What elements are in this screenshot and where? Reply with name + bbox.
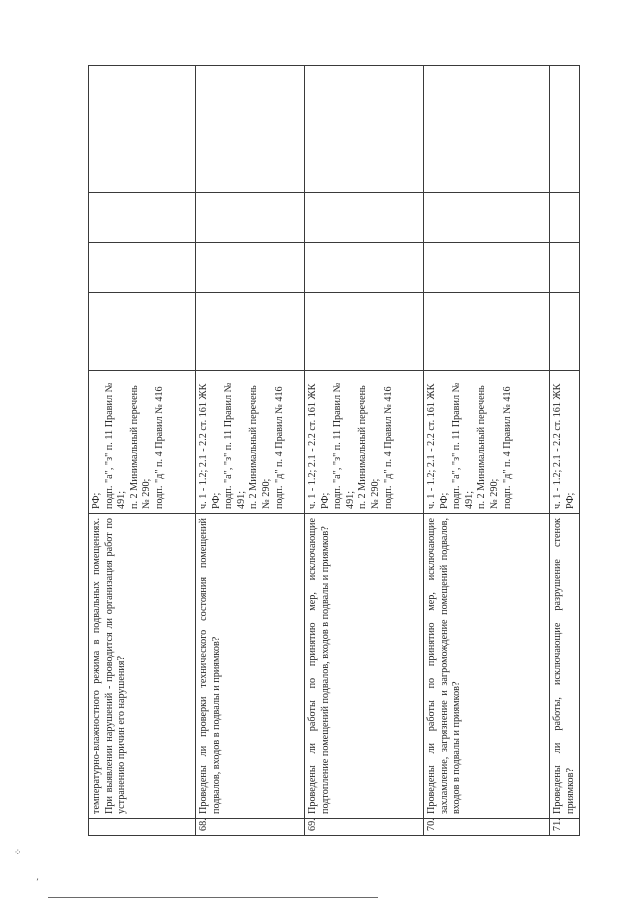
reference-line: ч. 1 - 1.2; 2.1 - 2.2 ст. 161 ЖК bbox=[426, 383, 437, 509]
reference-line: ч. 1 - 1.2; 2.1 - 2.2 ст. 161 ЖК bbox=[198, 383, 209, 509]
reference-line: подп. "д" п. 4 Правил № 416 bbox=[501, 386, 513, 509]
reference-line: ч. 1 - 1.2; 2.1 - 2.2 ст. 161 ЖК bbox=[552, 383, 563, 509]
answer-na-cell bbox=[550, 193, 580, 243]
reference-line: подп. "д" п. 4 Правил № 416 bbox=[153, 386, 165, 509]
scan-speck-icon: ʼ bbox=[36, 878, 39, 888]
table-row bbox=[305, 66, 424, 836]
reference-line: № 290; bbox=[141, 478, 153, 509]
reference-line: п. 2 Минимальный перечень bbox=[248, 385, 260, 509]
answer-yes-cell bbox=[89, 293, 196, 371]
row-number bbox=[89, 819, 196, 836]
reference-line: № 290; bbox=[260, 478, 272, 509]
answer-na-cell bbox=[89, 193, 196, 243]
legal-reference-cell bbox=[550, 371, 580, 514]
reference-line: подп. "а", "з" п. 11 Правил № bbox=[223, 382, 235, 509]
row-number: 68. bbox=[196, 819, 305, 836]
row-number: 69. bbox=[305, 819, 424, 836]
reference-line: 491; bbox=[463, 490, 475, 509]
reference-line: РФ; bbox=[319, 492, 331, 509]
answer-na-cell bbox=[424, 193, 550, 243]
table-row bbox=[424, 66, 550, 836]
reference-line: № 290; bbox=[369, 478, 381, 509]
reference-line: подп. "а", "з" п. 11 Правил № bbox=[451, 382, 463, 509]
scan-speck-icon: ⁘ bbox=[14, 848, 22, 858]
reference-line: 491; bbox=[116, 490, 128, 509]
reference-line: РФ; bbox=[438, 492, 450, 509]
reference-line: п. 2 Минимальный перечень bbox=[128, 385, 140, 509]
row-number: 70. bbox=[424, 819, 550, 836]
answer-no-cell bbox=[424, 243, 550, 293]
answer-yes-cell bbox=[550, 293, 580, 371]
answer-no-cell bbox=[89, 243, 196, 293]
reference-line: п. 2 Минимальный перечень bbox=[357, 385, 369, 509]
reference-line: п. 2 Минимальный перечень bbox=[476, 385, 488, 509]
question-cell: Проведены ли работы по принятию мер, исключающие подтопление помещений подвалов, входов в подвалы и приямков? bbox=[305, 514, 424, 819]
reference-line: РФ; bbox=[564, 492, 576, 509]
question-cell: Проведены ли работы по принятию мер, исключающие захламление, загрязнение и загромождение помещений подвалов, входов в подвалы и приямков? bbox=[424, 514, 550, 819]
remarks-cell bbox=[305, 66, 424, 193]
reference-line: подп. "а", "з" п. 11 Правил № bbox=[103, 382, 115, 509]
reference-line: 491; bbox=[235, 490, 247, 509]
reference-line: подп. "д" п. 4 Правил № 416 bbox=[382, 386, 394, 509]
remarks-cell bbox=[196, 66, 305, 193]
table-row bbox=[550, 66, 580, 836]
answer-no-cell bbox=[305, 243, 424, 293]
answer-na-cell bbox=[196, 193, 305, 243]
answer-yes-cell bbox=[424, 293, 550, 371]
reference-line: подп. "а", "з" п. 11 Правил № bbox=[332, 382, 344, 509]
reference-line: РФ; bbox=[210, 492, 222, 509]
answer-na-cell bbox=[305, 193, 424, 243]
legal-reference-cell bbox=[424, 371, 550, 514]
reference-line: № 290; bbox=[488, 478, 500, 509]
table-row bbox=[196, 66, 305, 836]
remarks-cell bbox=[89, 66, 196, 193]
rotated-table-wrapper bbox=[88, 66, 576, 836]
remarks-cell bbox=[550, 66, 580, 193]
legal-reference-cell bbox=[89, 371, 196, 514]
answer-yes-cell bbox=[196, 293, 305, 371]
legal-reference-cell bbox=[196, 371, 305, 514]
answer-yes-cell bbox=[305, 293, 424, 371]
reference-line: 491; bbox=[344, 490, 356, 509]
scan-edge-line bbox=[48, 897, 378, 898]
reference-line: ч. 1 - 1.2; 2.1 - 2.2 ст. 161 ЖК bbox=[307, 383, 318, 509]
remarks-cell bbox=[424, 66, 550, 193]
reference-line: РФ; bbox=[91, 492, 102, 509]
inspection-checklist-table bbox=[88, 65, 580, 836]
question-cell: Проведены ли проверки технического состояния помещений подвалов, входов в подвалы и приямков? bbox=[196, 514, 305, 819]
row-number: 71. bbox=[550, 819, 580, 836]
answer-no-cell bbox=[196, 243, 305, 293]
question-cell: температурно-влажностного режима в подвальных помещениях. При выявлении нарушений - проводится ли организация работ по устранению причин его нарушения? bbox=[89, 514, 196, 819]
question-cell: Проведены ли работы, исключающие разрушение стенок приямков? bbox=[550, 514, 580, 819]
reference-line: подп. "д" п. 4 Правил № 416 bbox=[273, 386, 285, 509]
answer-no-cell bbox=[550, 243, 580, 293]
table-row bbox=[89, 66, 196, 836]
legal-reference-cell bbox=[305, 371, 424, 514]
